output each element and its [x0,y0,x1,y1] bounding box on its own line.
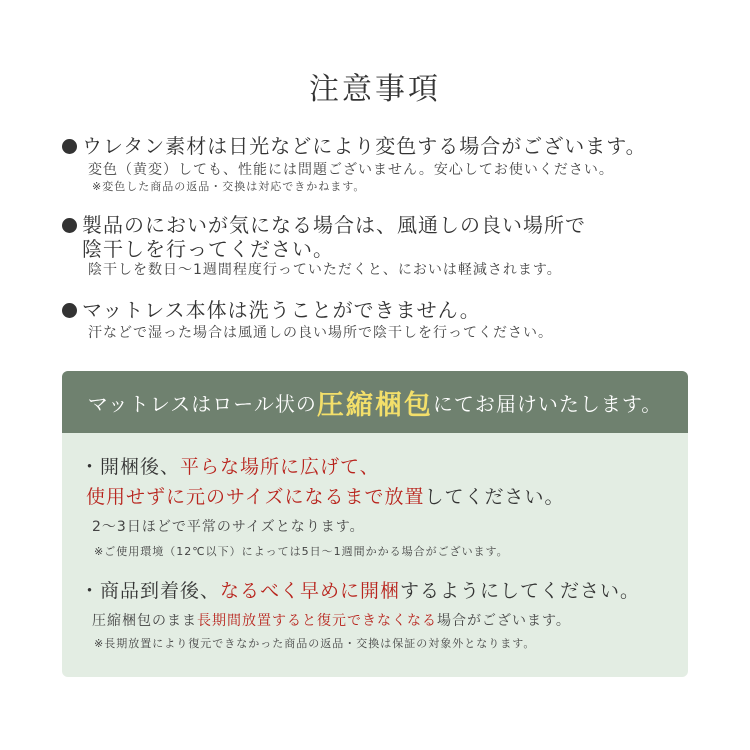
note-detail: 陰干しを数日〜1週間程度行っていただくと、においは軽減されます。 [88,262,562,278]
bullet-icon [62,218,77,233]
compression-info-panel [62,371,688,677]
note-heading: 製品のにおいが気になる場合は、風通しの良い場所で 陰干しを行ってください。 [82,213,586,261]
unpacking-instructions: ・開梱後、平らな場所に広げて、 使用せずに元のサイズになるまで放置してください。 2〜3日ほどで平常のサイズとなります。 ※ご使用環境（12℃以下）によっては5日〜1週間かかる場合がございます。 [80,452,680,563]
note-heading: ウレタン素材は日光などにより変色する場合がございます。 [82,134,647,158]
note-detail: 変色（黄変）しても、性能には問題ございません。安心してお使いください。 [88,162,614,178]
bullet-icon [62,303,77,318]
note-detail: 汗などで湿った場合は風通しの良い場所で陰干しを行ってください。 [88,325,553,341]
note-discoloration [62,134,702,195]
note-caution: ※変色した商品の返品・交換は対応できかねます。 [92,180,366,193]
panel-header: マットレスはロール状の 圧縮梱包 にてお届けいたします。 [62,371,688,433]
warranty-caution: ※長期放置により復元できなかった商品の返品・交換は保証の対象外となります。 [94,637,536,650]
early-unpack-instructions: ・商品到着後、なるべく早めに開梱するようにしてください。 圧縮梱包のまま長期間放置すると復元できなくなる場合がございます。 ※長期放置により復元できなかった商品の返品・交換は保証の対象外となります。 [80,576,680,655]
temperature-caution: ※ご使用環境（12℃以下）によっては5日〜1週間かかる場合がございます。 [94,545,509,558]
note-heading: マットレス本体は洗うことができません。 [82,298,481,322]
bullet-icon [62,139,77,154]
long-storage-warning: 圧縮梱包のまま長期間放置すると復元できなくなる場合がございます。 [92,613,571,629]
restore-time-note: 2〜3日ほどで平常のサイズとなります。 [92,519,365,535]
note-odor [62,213,702,279]
page-title: 注意事項 [309,72,441,107]
note-washing [62,298,702,342]
compression-emphasis: 圧縮梱包 [316,389,433,421]
